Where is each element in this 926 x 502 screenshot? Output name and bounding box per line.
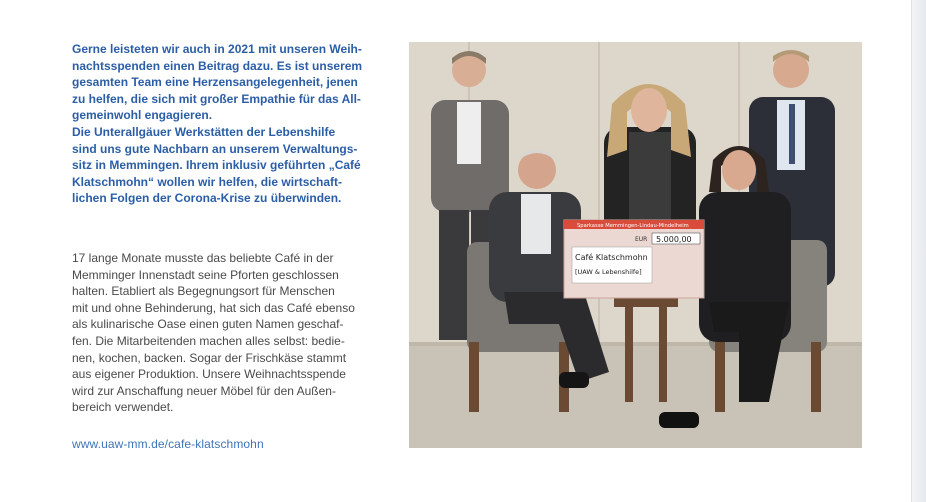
lead-line: gemeinwohl engagieren. — [72, 108, 213, 123]
body-line: fen. Die Mitarbeitenden machen alles selbst: bedie- — [72, 333, 345, 348]
lead-line: gesamten Team eine Herzensangelegenheit, jenen — [72, 75, 358, 90]
lead-line: Die Unterallgäuer Werkstätten der Lebenshilfe — [72, 124, 336, 139]
body-line: nen, kochen, backen. Sogar der Frischkäse stammt — [72, 350, 347, 365]
body-line: als kulinarische Oase einen guten Namen geschaf- — [72, 317, 344, 332]
cafe-link[interactable]: www.uaw-mm.de/cafe-klatschmohn — [72, 437, 264, 451]
lead-line: lichen Folgen der Corona-Krise zu überwinden. — [72, 191, 342, 206]
page-edge — [911, 0, 926, 502]
donation-cheque — [564, 220, 704, 298]
body-paragraph — [72, 250, 392, 416]
lead-line: nachtsspenden einen Beitrag dazu. Es ist unserem — [72, 58, 363, 73]
cheque-amount: 5.000,00 — [656, 235, 692, 244]
cheque-currency: EUR — [635, 236, 648, 243]
lead-paragraph-1 — [72, 41, 392, 124]
body-line: wird zur Anschaffung neuer Möbel für den Außen- — [72, 383, 336, 398]
cheque-payee-line-2: [UAW & Lebenshilfe] — [575, 268, 642, 276]
body-line: 17 lange Monate musste das beliebte Café in der — [72, 251, 334, 265]
cheque-bank-name: Sparkasse Memmingen-Lindau-Mindelheim — [577, 223, 689, 229]
body-text — [72, 250, 392, 416]
lead-line: sitz in Memmingen. Ihrem inklusiv geführten „Café — [72, 158, 361, 173]
lead-line: zu helfen, die sich mit großer Empathie für das All- — [72, 91, 361, 106]
lead-line: Klatschmohn“ wollen wir helfen, die wirtschaft- — [72, 174, 343, 189]
cheque-payee-line-1: Café Klatschmohn — [575, 253, 648, 262]
body-line: aus eigener Produktion. Unsere Weihnachtsspende — [72, 367, 346, 382]
photo-illustration — [409, 42, 862, 448]
body-line: mit und ohne Behinderung, hat sich das Café ebenso — [72, 300, 355, 315]
body-line: Memminger Innenstadt seine Pforten geschlossen — [72, 267, 339, 282]
group-photo — [409, 42, 862, 448]
body-line: bereich verwendet. — [72, 400, 174, 415]
lead-line: sind uns gute Nachbarn an unserem Verwaltungs- — [72, 141, 358, 156]
lead-text — [72, 41, 392, 207]
lead-line: Gerne leisteten wir auch in 2021 mit unseren Weih- — [72, 42, 362, 56]
lead-paragraph-2 — [72, 124, 392, 207]
body-line: halten. Etabliert als Begegnungsort für Menschen — [72, 284, 335, 299]
